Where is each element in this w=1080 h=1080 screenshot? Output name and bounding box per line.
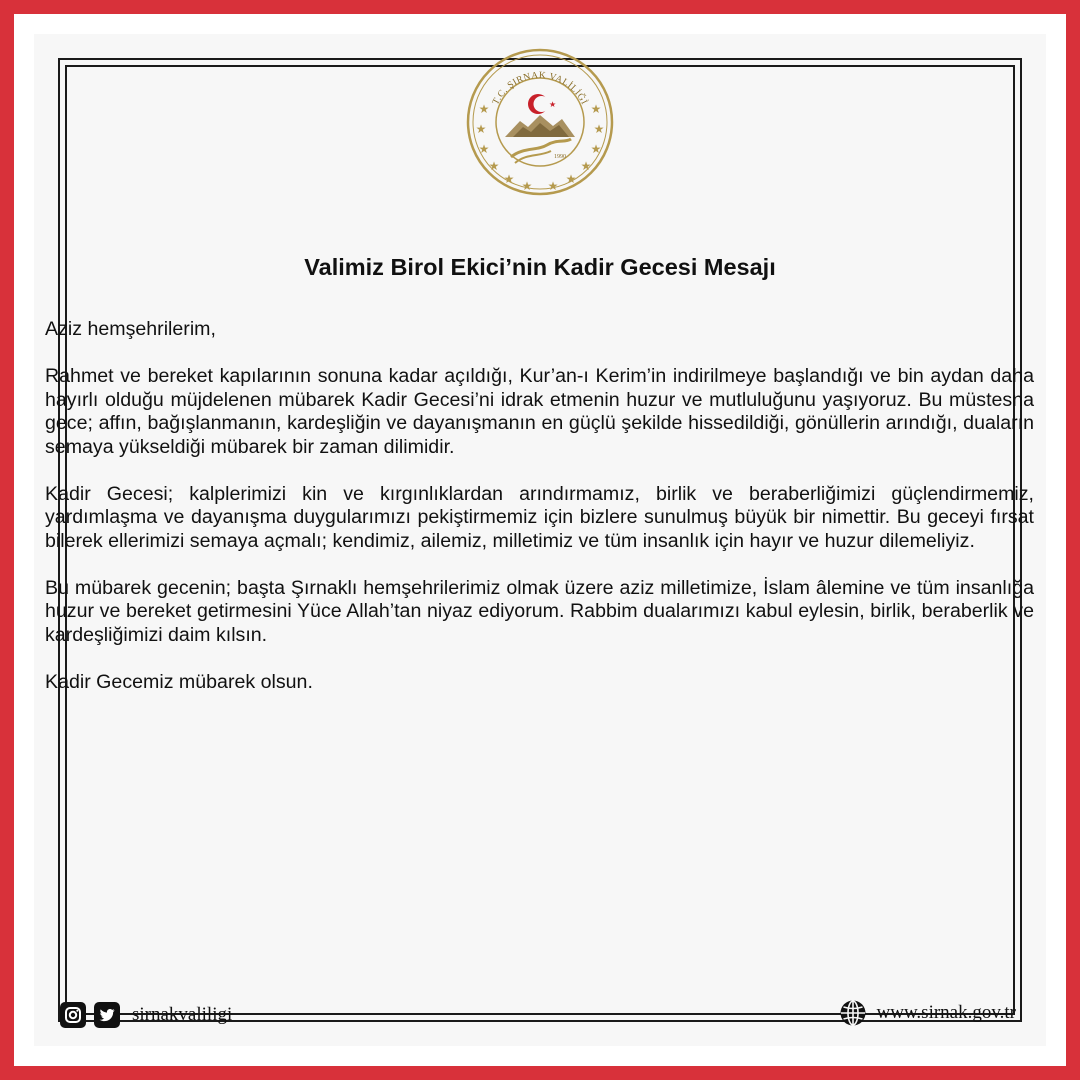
paragraph: Rahmet ve bereket kapılarının sonuna kadar açıldığı, Kur’an-ı Kerim’in indirilmeye başlandığı ve bin aydan daha hayırlı olduğu müjdelenen mübarek Kadir Gecesi’ni idrak etmenin huzur ve mutluluğunu yaşıyoruz. Bu müstesna gece; affın, bağışlanmanın, kardeşliğin ve dayanışmanın en güçlü şekilde hissedildiği, gönüllerin arındığı, duaların semaya yükseldiği mübarek bir zaman dilimidir.: [45, 365, 1034, 458]
paragraph: Kadir Gecesi; kalplerimizi kin ve kırgınlıklardan arındırmamız, birlik ve beraberliğimizi güçlendirmemiz, yardımlaşma ve dayanışma duygularımızı pekiştirmemiz için bizlere sunulmuş büyük bir nimettir. Bu geceyi fırsat bilerek ellerimizi semaya açmalı; kendimiz, ailemiz, milletimiz ve tüm insanlık için hayır ve huzur dilemeliyiz.: [45, 482, 1034, 552]
svg-text:★: ★: [590, 142, 602, 156]
message-title: Valimiz Birol Ekici’nin Kadir Gecesi Mesajı: [304, 254, 776, 280]
seal-arc-text: T.C. ŞIRNAK VALİLİĞİ: [491, 70, 589, 107]
social-footer: [60, 1000, 232, 1030]
svg-text:★: ★: [565, 172, 577, 186]
message-body: [45, 318, 1034, 718]
paragraph: Bu mübarek gecenin; başta Şırnaklı hemşehrilerimiz olmak üzere aziz milletimize, İslam âlemine ve tüm insanlığa huzur ve bereket getirmesini Yüce Allah’tan niyaz ediyorum. Rabbim dualarımızı kabul eylesin, birlik, beraberlik ve kardeşliğimizi daim kılsın.: [45, 576, 1034, 646]
svg-text:★: ★: [488, 159, 500, 173]
svg-text:★: ★: [478, 142, 490, 156]
website-footer: [839, 998, 1017, 1028]
social-handle[interactable]: sirnakvaliligi: [132, 1004, 233, 1025]
seal-year: 1990: [554, 154, 566, 160]
website-link[interactable]: www.sirnak.gov.tr: [876, 1002, 1016, 1023]
sirnak-governorship-seal: [465, 47, 615, 197]
globe-icon: [839, 999, 867, 1027]
greeting: Aziz hemşehrilerim,: [45, 318, 216, 340]
twitter-icon[interactable]: [94, 1002, 120, 1028]
svg-text:★: ★: [590, 102, 602, 116]
instagram-icon[interactable]: [60, 1002, 86, 1028]
svg-text:★: ★: [503, 172, 515, 186]
svg-text:★: ★: [521, 179, 533, 193]
svg-text:★: ★: [580, 159, 592, 173]
svg-text:★: ★: [475, 122, 487, 136]
svg-text:★: ★: [478, 102, 490, 116]
svg-text:★: ★: [593, 122, 605, 136]
svg-text:★: ★: [547, 179, 559, 193]
closing-line: Kadir Gecemiz mübarek olsun.: [45, 670, 313, 693]
svg-text:★: ★: [549, 100, 557, 109]
